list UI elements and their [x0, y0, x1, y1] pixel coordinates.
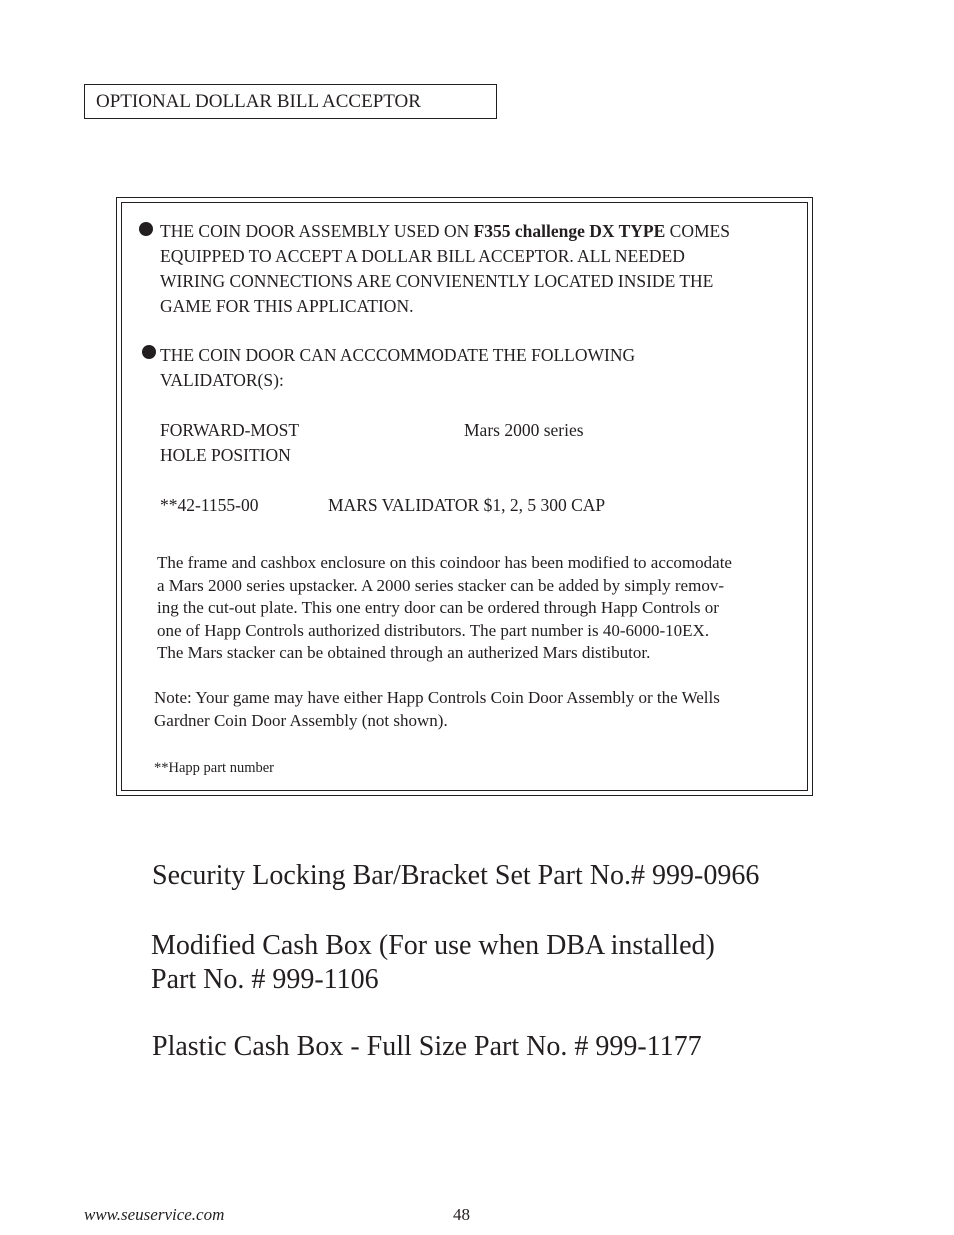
validator-part-number: **42-1155-00 — [160, 495, 259, 515]
plastic-cashbox-part: Plastic Cash Box - Full Size Part No. # 999-1177 — [152, 1031, 702, 1062]
bullet-icon — [139, 222, 153, 236]
section-title: OPTIONAL DOLLAR BILL ACCEPTOR — [84, 84, 497, 119]
validator-series: Mars 2000 series — [464, 420, 584, 440]
item1-line2: EQUIPPED TO ACCEPT A DOLLAR BILL ACCEPTOR. ALL NEEDED — [160, 246, 685, 266]
paragraph-line: ing the cut-out plate. This one entry door can be ordered through Happ Controls or — [157, 598, 719, 617]
model-name: F355 challenge DX TYPE — [473, 221, 666, 241]
paragraph-line: one of Happ Controls authorized distributors. The part number is 40-6000-10EX. — [157, 620, 710, 640]
note-line: Gardner Coin Door Assembly (not shown). — [154, 710, 448, 730]
note-paragraph — [154, 687, 720, 732]
paragraph-line: The Mars stacker can be obtained through an autherized Mars distibutor. — [157, 643, 651, 662]
security-bar-part: Security Locking Bar/Bracket Set Part No.# 999-0966 — [152, 860, 760, 891]
page-number: 48 — [453, 1205, 470, 1224]
footnote: **Happ part number — [154, 760, 274, 776]
paragraph-line: The frame and cashbox enclosure on this coindoor has been modified to accomodate — [157, 553, 732, 572]
item1-line3: WIRING CONNECTIONS ARE CONVIENENTLY LOCATED INSIDE THE — [160, 271, 714, 291]
paragraph-line: a Mars 2000 series upstacker. A 2000 series stacker can be added by simply remov- — [157, 575, 724, 595]
cashbox-paragraph — [157, 552, 732, 665]
bullet-icon — [142, 345, 156, 359]
position-label-1: FORWARD-MOST — [160, 420, 300, 440]
item2-line1: THE COIN DOOR CAN ACCCOMMODATE THE FOLLOWING — [160, 345, 636, 365]
modified-cashbox-line1: Modified Cash Box (For use when DBA installed) — [151, 930, 715, 961]
position-label-2: HOLE POSITION — [160, 445, 291, 465]
note-line: Note: Your game may have either Happ Controls Coin Door Assembly or the Wells — [154, 688, 720, 707]
validator-description: MARS VALIDATOR $1, 2, 5 300 CAP — [328, 495, 606, 515]
footer-url: www.seuservice.com — [84, 1205, 225, 1224]
item1-line4: GAME FOR THIS APPLICATION. — [160, 296, 414, 316]
item1-line1: THE COIN DOOR ASSEMBLY USED ON F355 challenge DX TYPE COMES — [160, 221, 730, 241]
item2-line2: VALIDATOR(S): — [160, 370, 284, 390]
modified-cashbox-line2: Part No. # 999-1106 — [151, 964, 379, 995]
